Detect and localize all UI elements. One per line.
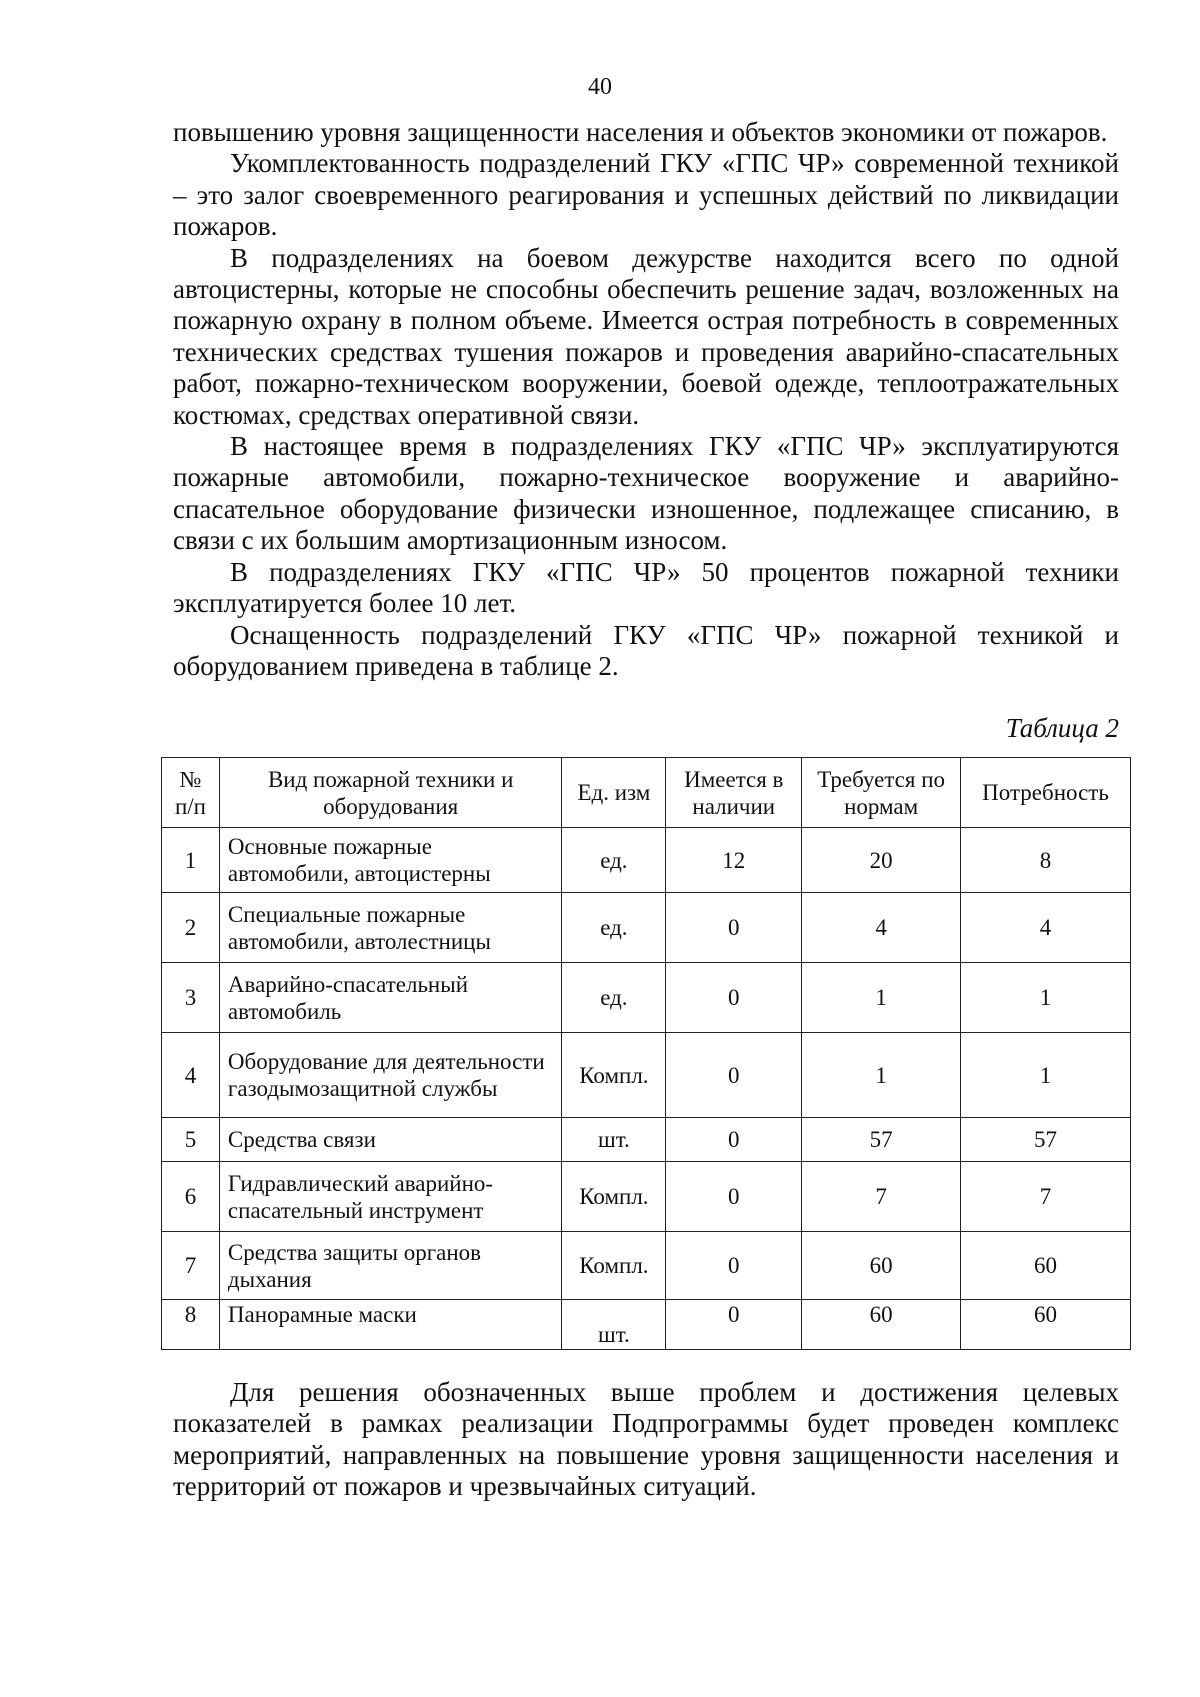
row-unit: Компл. bbox=[562, 1162, 666, 1232]
header-required: Требуется по нормам bbox=[802, 758, 961, 828]
paragraph-6: Оснащенность подразделений ГКУ «ГПС ЧР» пожарной техникой и оборудованием приведена в таблице 2. bbox=[173, 619, 1119, 681]
table-row bbox=[162, 893, 1131, 963]
row-required: 4 bbox=[802, 893, 961, 963]
row-available: 0 bbox=[666, 1118, 802, 1162]
row-required: 20 bbox=[802, 828, 961, 893]
row-need: 60 bbox=[961, 1300, 1131, 1350]
body-text-bottom bbox=[173, 1377, 1119, 1503]
table-row bbox=[162, 1118, 1131, 1162]
header-unit: Ед. изм bbox=[562, 758, 666, 828]
paragraph-1: повышению уровня защищенности населения и объектов экономики от пожаров. bbox=[173, 117, 1108, 147]
body-text-top bbox=[173, 117, 1119, 682]
row-num: 8 bbox=[162, 1300, 220, 1350]
row-required: 60 bbox=[802, 1300, 961, 1350]
row-name: Аварийно-спасательный автомобиль bbox=[219, 963, 562, 1033]
table-caption: Таблица 2 bbox=[1005, 713, 1119, 743]
row-num: 7 bbox=[162, 1232, 220, 1300]
row-available: 0 bbox=[666, 1033, 802, 1118]
header-num: № п/п bbox=[162, 758, 220, 828]
row-name: Панорамные маски bbox=[219, 1300, 562, 1350]
row-available: 0 bbox=[666, 1300, 802, 1350]
row-need: 60 bbox=[961, 1232, 1131, 1300]
row-unit: ед. bbox=[562, 828, 666, 893]
header-available: Имеется в наличии bbox=[666, 758, 802, 828]
row-unit: шт. bbox=[562, 1300, 666, 1350]
row-available: 0 bbox=[666, 893, 802, 963]
row-required: 60 bbox=[802, 1232, 961, 1300]
row-name: Средства защиты органов дыхания bbox=[219, 1232, 562, 1300]
row-unit: шт. bbox=[562, 1118, 666, 1162]
equipment-table bbox=[161, 757, 1131, 1350]
paragraph-2: Укомплектованность подразделений ГКУ «ГПС ЧР» современной техникой – это залог своевременного реагирования и успешных действий по ликвидации пожаров. bbox=[173, 148, 1119, 242]
row-available: 0 bbox=[666, 963, 802, 1033]
row-required: 1 bbox=[802, 963, 961, 1033]
row-need: 7 bbox=[961, 1162, 1131, 1232]
page-number: 40 bbox=[588, 74, 612, 100]
table-row bbox=[162, 1162, 1131, 1232]
row-num: 2 bbox=[162, 893, 220, 963]
row-unit: Компл. bbox=[562, 1232, 666, 1300]
row-name: Средства связи bbox=[219, 1118, 562, 1162]
row-name: Основные пожарные автомобили, автоцистерны bbox=[219, 828, 562, 893]
table-row bbox=[162, 1300, 1131, 1350]
table-row bbox=[162, 963, 1131, 1033]
table-row bbox=[162, 1232, 1131, 1300]
row-need: 1 bbox=[961, 1033, 1131, 1118]
row-need: 8 bbox=[961, 828, 1131, 893]
row-num: 4 bbox=[162, 1033, 220, 1118]
row-available: 12 bbox=[666, 828, 802, 893]
row-name: Гидравлический аварийно-спасательный инструмент bbox=[219, 1162, 562, 1232]
row-unit: ед. bbox=[562, 963, 666, 1033]
row-required: 7 bbox=[802, 1162, 961, 1232]
header-need: Потребность bbox=[961, 758, 1131, 828]
table-row bbox=[162, 828, 1131, 893]
row-available: 0 bbox=[666, 1232, 802, 1300]
row-unit: Компл. bbox=[562, 1033, 666, 1118]
table-header-row bbox=[162, 758, 1131, 828]
paragraph-4: В настоящее время в подразделениях ГКУ «ГПС ЧР» эксплуатируются пожарные автомобили, пожарно-техническое вооружение и аварийно-спасательное оборудование физически изношенное, подлежащее списанию, в связи с их большим амортизационным износом. bbox=[173, 431, 1119, 556]
row-num: 3 bbox=[162, 963, 220, 1033]
row-required: 1 bbox=[802, 1033, 961, 1118]
header-name: Вид пожарной техники и оборудования bbox=[219, 758, 562, 828]
closing-paragraph: Для решения обозначенных выше проблем и достижения целевых показателей в рамках реализации Подпрограммы будет проведен комплекс мероприятий, направленных на повышение уровня защищенности населения и территорий от пожаров и чрезвычайных ситуаций. bbox=[173, 1377, 1119, 1502]
row-num: 5 bbox=[162, 1118, 220, 1162]
row-need: 57 bbox=[961, 1118, 1131, 1162]
row-unit: ед. bbox=[562, 893, 666, 963]
row-available: 0 bbox=[666, 1162, 802, 1232]
row-name: Оборудование для деятельности газодымозащитной службы bbox=[219, 1033, 562, 1118]
row-need: 4 bbox=[961, 893, 1131, 963]
row-need: 1 bbox=[961, 963, 1131, 1033]
table-row bbox=[162, 1033, 1131, 1118]
paragraph-5: В подразделениях ГКУ «ГПС ЧР» 50 процентов пожарной техники эксплуатируется более 10 лет. bbox=[173, 556, 1119, 619]
row-num: 1 bbox=[162, 828, 220, 893]
row-required: 57 bbox=[802, 1118, 961, 1162]
row-name: Специальные пожарные автомобили, автолестницы bbox=[219, 893, 562, 963]
row-num: 6 bbox=[162, 1162, 220, 1232]
paragraph-3: В подразделениях на боевом дежурстве находится всего по одной автоцистерны, которые не способны обеспечить решение задач, возложенных на пожарную охрану в полном объеме. Имеется острая потребность в современных технических средствах тушения пожаров и проведения аварийно-спасательных работ, пожарно-техническом вооружении, боевой одежде, теплоотражательных костюмах, средствах оперативной связи. bbox=[173, 242, 1119, 430]
